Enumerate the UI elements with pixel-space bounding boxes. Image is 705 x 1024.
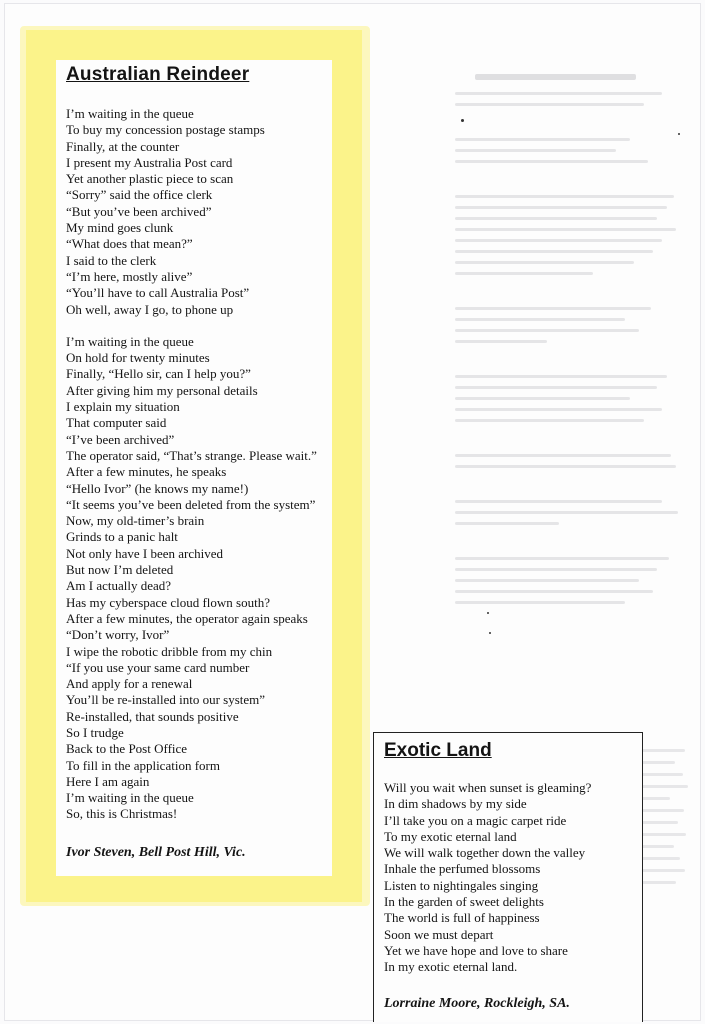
- poem-line: The operator said, “That’s strange. Please wait.”: [66, 447, 317, 463]
- poem-line: So, this is Christmas!: [66, 806, 178, 822]
- poem-line: In my exotic eternal land.: [384, 959, 518, 975]
- poem-line: Here I am again: [66, 773, 150, 789]
- poem-body: [384, 780, 634, 976]
- poem-line: I present my Australia Post card: [66, 154, 233, 170]
- poem-line: To my exotic eternal land: [384, 828, 517, 844]
- poem-line: We will walk together down the valley: [384, 845, 586, 861]
- poem-line: Will you wait when sunset is gleaming?: [384, 780, 592, 795]
- poem-line: “Sorry” said the office clerk: [66, 187, 213, 203]
- poem-line: I’m waiting in the queue: [66, 333, 194, 349]
- poem-author: Lorraine Moore, Rockleigh, SA.: [384, 995, 570, 1011]
- poem-line: On hold for twenty minutes: [66, 350, 210, 366]
- poem-line: Now, my old-timer’s brain: [66, 513, 205, 529]
- poem-line: “I’ve been archived”: [66, 431, 175, 447]
- poem-line: Not only have I been archived: [66, 545, 224, 561]
- poem-line: I’m waiting in the queue: [66, 790, 194, 806]
- poem-line: “You’ll have to call Australia Post”: [66, 285, 250, 301]
- poem-line: Oh well, away I go, to phone up: [66, 301, 234, 317]
- poem-line: Soon we must depart: [384, 926, 494, 942]
- poem-line: Inhale the perfumed blossoms: [384, 861, 541, 877]
- poem-line: I’m waiting in the queue: [66, 106, 194, 121]
- poem-line: Yet another plastic piece to scan: [66, 171, 234, 187]
- poem-line: Has my cyberspace cloud flown south?: [66, 594, 270, 610]
- poem-line: “But you’ve been archived”: [66, 203, 212, 219]
- poem-line: Am I actually dead?: [66, 578, 172, 594]
- paper-speck: [678, 133, 680, 135]
- poem-line: Finally, “Hello sir, can I help you?”: [66, 366, 251, 382]
- poem-line: After giving him my personal details: [66, 382, 258, 398]
- poem-title: Exotic Land: [384, 740, 492, 761]
- poem-line: Yet we have hope and love to share: [384, 942, 568, 958]
- poem-line: “Hello Ivor” (he knows my name!): [66, 480, 249, 496]
- poem-line: Re-installed, that sounds positive: [66, 708, 239, 724]
- poem-title: Australian Reindeer: [66, 64, 250, 85]
- poem-line: Finally, at the counter: [66, 138, 180, 154]
- paper-speck: [489, 632, 491, 634]
- poem-line: Grinds to a panic halt: [66, 529, 178, 545]
- poem-body: [66, 106, 356, 823]
- poem-line: But now I’m deleted: [66, 562, 174, 578]
- poem-line: The world is full of happiness: [384, 910, 540, 926]
- poem-line: I explain my situation: [66, 399, 180, 415]
- poem-line: After a few minutes, he speaks: [66, 464, 227, 480]
- poem-line: And apply for a renewal: [66, 676, 193, 692]
- paper-speck: [487, 612, 489, 614]
- poem-line: That computer said: [66, 415, 167, 431]
- poem-line: “What does that mean?”: [66, 236, 193, 252]
- poem-line: “It seems you’ve been deleted from the system”: [66, 496, 316, 512]
- poem-australian-reindeer: [66, 64, 356, 861]
- poem-line: I’ll take you on a magic carpet ride: [384, 812, 567, 828]
- poem-stanza: [66, 106, 356, 318]
- poem-stanza: [66, 334, 356, 823]
- bleed-through-text-lower: [640, 740, 690, 990]
- poem-line: I wipe the robotic dribble from my chin: [66, 643, 273, 659]
- poem-line: My mind goes clunk: [66, 220, 174, 236]
- poem-line: So I trudge: [66, 724, 124, 740]
- poem-line: To buy my concession postage stamps: [66, 122, 265, 138]
- poem-line: “I’m here, mostly alive”: [66, 268, 193, 284]
- poem-line: To fill in the application form: [66, 757, 220, 773]
- bleed-through-text: [455, 60, 685, 720]
- poem-line: Listen to nightingales singing: [384, 877, 539, 893]
- poem-line: I said to the clerk: [66, 252, 157, 268]
- poem-line: In the garden of sweet delights: [384, 894, 544, 910]
- poem-line: “Don’t worry, Ivor”: [66, 627, 170, 643]
- poem-line: After a few minutes, the operator again speaks: [66, 610, 308, 626]
- poem-line: You’ll be re-installed into our system”: [66, 692, 266, 708]
- poem-author: Ivor Steven, Bell Post Hill, Vic.: [66, 844, 246, 860]
- poem-line: In dim shadows by my side: [384, 796, 527, 812]
- poem-line: Back to the Post Office: [66, 741, 188, 757]
- paper-speck: [461, 119, 464, 122]
- poem-exotic-land: [384, 740, 634, 1012]
- poem-line: “If you use your same card number: [66, 659, 250, 675]
